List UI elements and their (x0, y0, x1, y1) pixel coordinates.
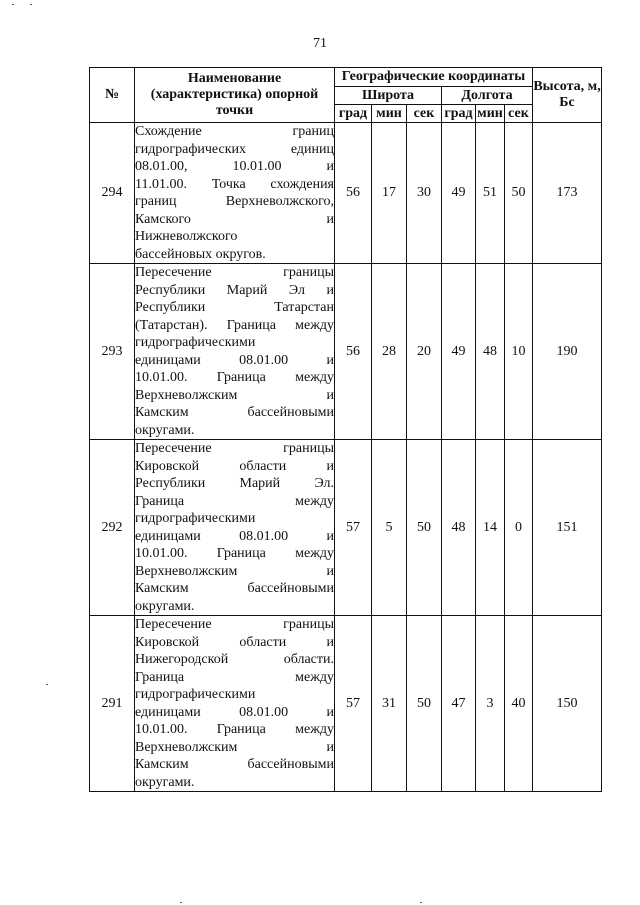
row-number: 291 (90, 616, 135, 792)
table-header (90, 68, 602, 123)
lat-sec: 50 (407, 616, 442, 792)
lon-min: 48 (476, 264, 505, 440)
lat-deg: 57 (335, 616, 372, 792)
table-row (90, 123, 602, 264)
scan-speck (46, 684, 48, 685)
height-value: 173 (533, 123, 602, 264)
scan-speck (420, 902, 422, 903)
table-row (90, 440, 602, 616)
row-name: Пересечение границы Кировской области и Нижегородской области. Граница между гидрографическими единицами 08.01.00 и 10.01.00. Граница между Верхневолжским и Камским бассейновыми округами. (135, 617, 334, 790)
header-latitude: Широта (335, 87, 442, 105)
header-lon-min: мин (477, 105, 503, 121)
row-name: Схождение границ гидрографических единиц 08.01.00, 10.01.00 и 11.01.00. Точка схождения границ Верхневолжского, Камского и Нижневолжского бассейновых округов. (135, 124, 334, 262)
lon-deg: 47 (442, 616, 476, 792)
scan-speck (180, 902, 182, 903)
row-name: Пересечение границы Республики Марий Эл и Республики Татарстан (Татарстан). Граница между гидрографическими единицами 08.01.00 и 10.01.00. Граница между Верхневолжским и Камским бассейновыми округами. (135, 265, 334, 438)
header-lat-deg: град (335, 105, 372, 123)
table-row (90, 616, 602, 792)
lat-sec: 20 (407, 264, 442, 440)
lon-min: 14 (476, 440, 505, 616)
lat-min: 17 (372, 123, 407, 264)
lon-deg: 49 (442, 123, 476, 264)
lon-deg: 48 (442, 440, 476, 616)
header-num: № (90, 68, 135, 123)
header-height: Высота, м, Бс (533, 68, 602, 123)
row-name: Пересечение границы Кировской области и Республики Марий Эл. Граница между гидрографическими единицами 08.01.00 и 10.01.00. Граница между Верхневолжским и Камским бассейновыми округами. (135, 441, 334, 614)
lat-min: 5 (372, 440, 407, 616)
lon-deg: 49 (442, 264, 476, 440)
row-number: 294 (90, 123, 135, 264)
lat-min: 31 (372, 616, 407, 792)
scan-speck (30, 4, 32, 5)
lon-sec: 10 (505, 264, 533, 440)
scan-speck (12, 4, 14, 5)
header-lat-min: мин (372, 105, 407, 123)
table-row (90, 264, 602, 440)
row-number: 292 (90, 440, 135, 616)
lon-sec: 0 (505, 440, 533, 616)
row-number: 293 (90, 264, 135, 440)
lat-deg: 57 (335, 440, 372, 616)
lon-sec: 40 (505, 616, 533, 792)
header-longitude: Долгота (442, 87, 533, 105)
height-value: 151 (533, 440, 602, 616)
reference-points-table (89, 67, 602, 792)
lon-sec: 50 (505, 123, 533, 264)
header-name: Наименование (характеристика) опорной точки (135, 68, 335, 123)
lat-deg: 56 (335, 264, 372, 440)
page-number: 71 (313, 36, 327, 51)
height-value: 150 (533, 616, 602, 792)
header-lat-sec: сек (407, 105, 442, 123)
header-lon-sec: сек (505, 105, 533, 123)
header-geo-coordinates: Географические координаты (335, 68, 533, 87)
lat-deg: 56 (335, 123, 372, 264)
lon-min: 3 (476, 616, 505, 792)
lon-min: 51 (476, 123, 505, 264)
height-value: 190 (533, 264, 602, 440)
header-lon-deg: град (442, 105, 476, 123)
lat-min: 28 (372, 264, 407, 440)
lat-sec: 30 (407, 123, 442, 264)
lat-sec: 50 (407, 440, 442, 616)
